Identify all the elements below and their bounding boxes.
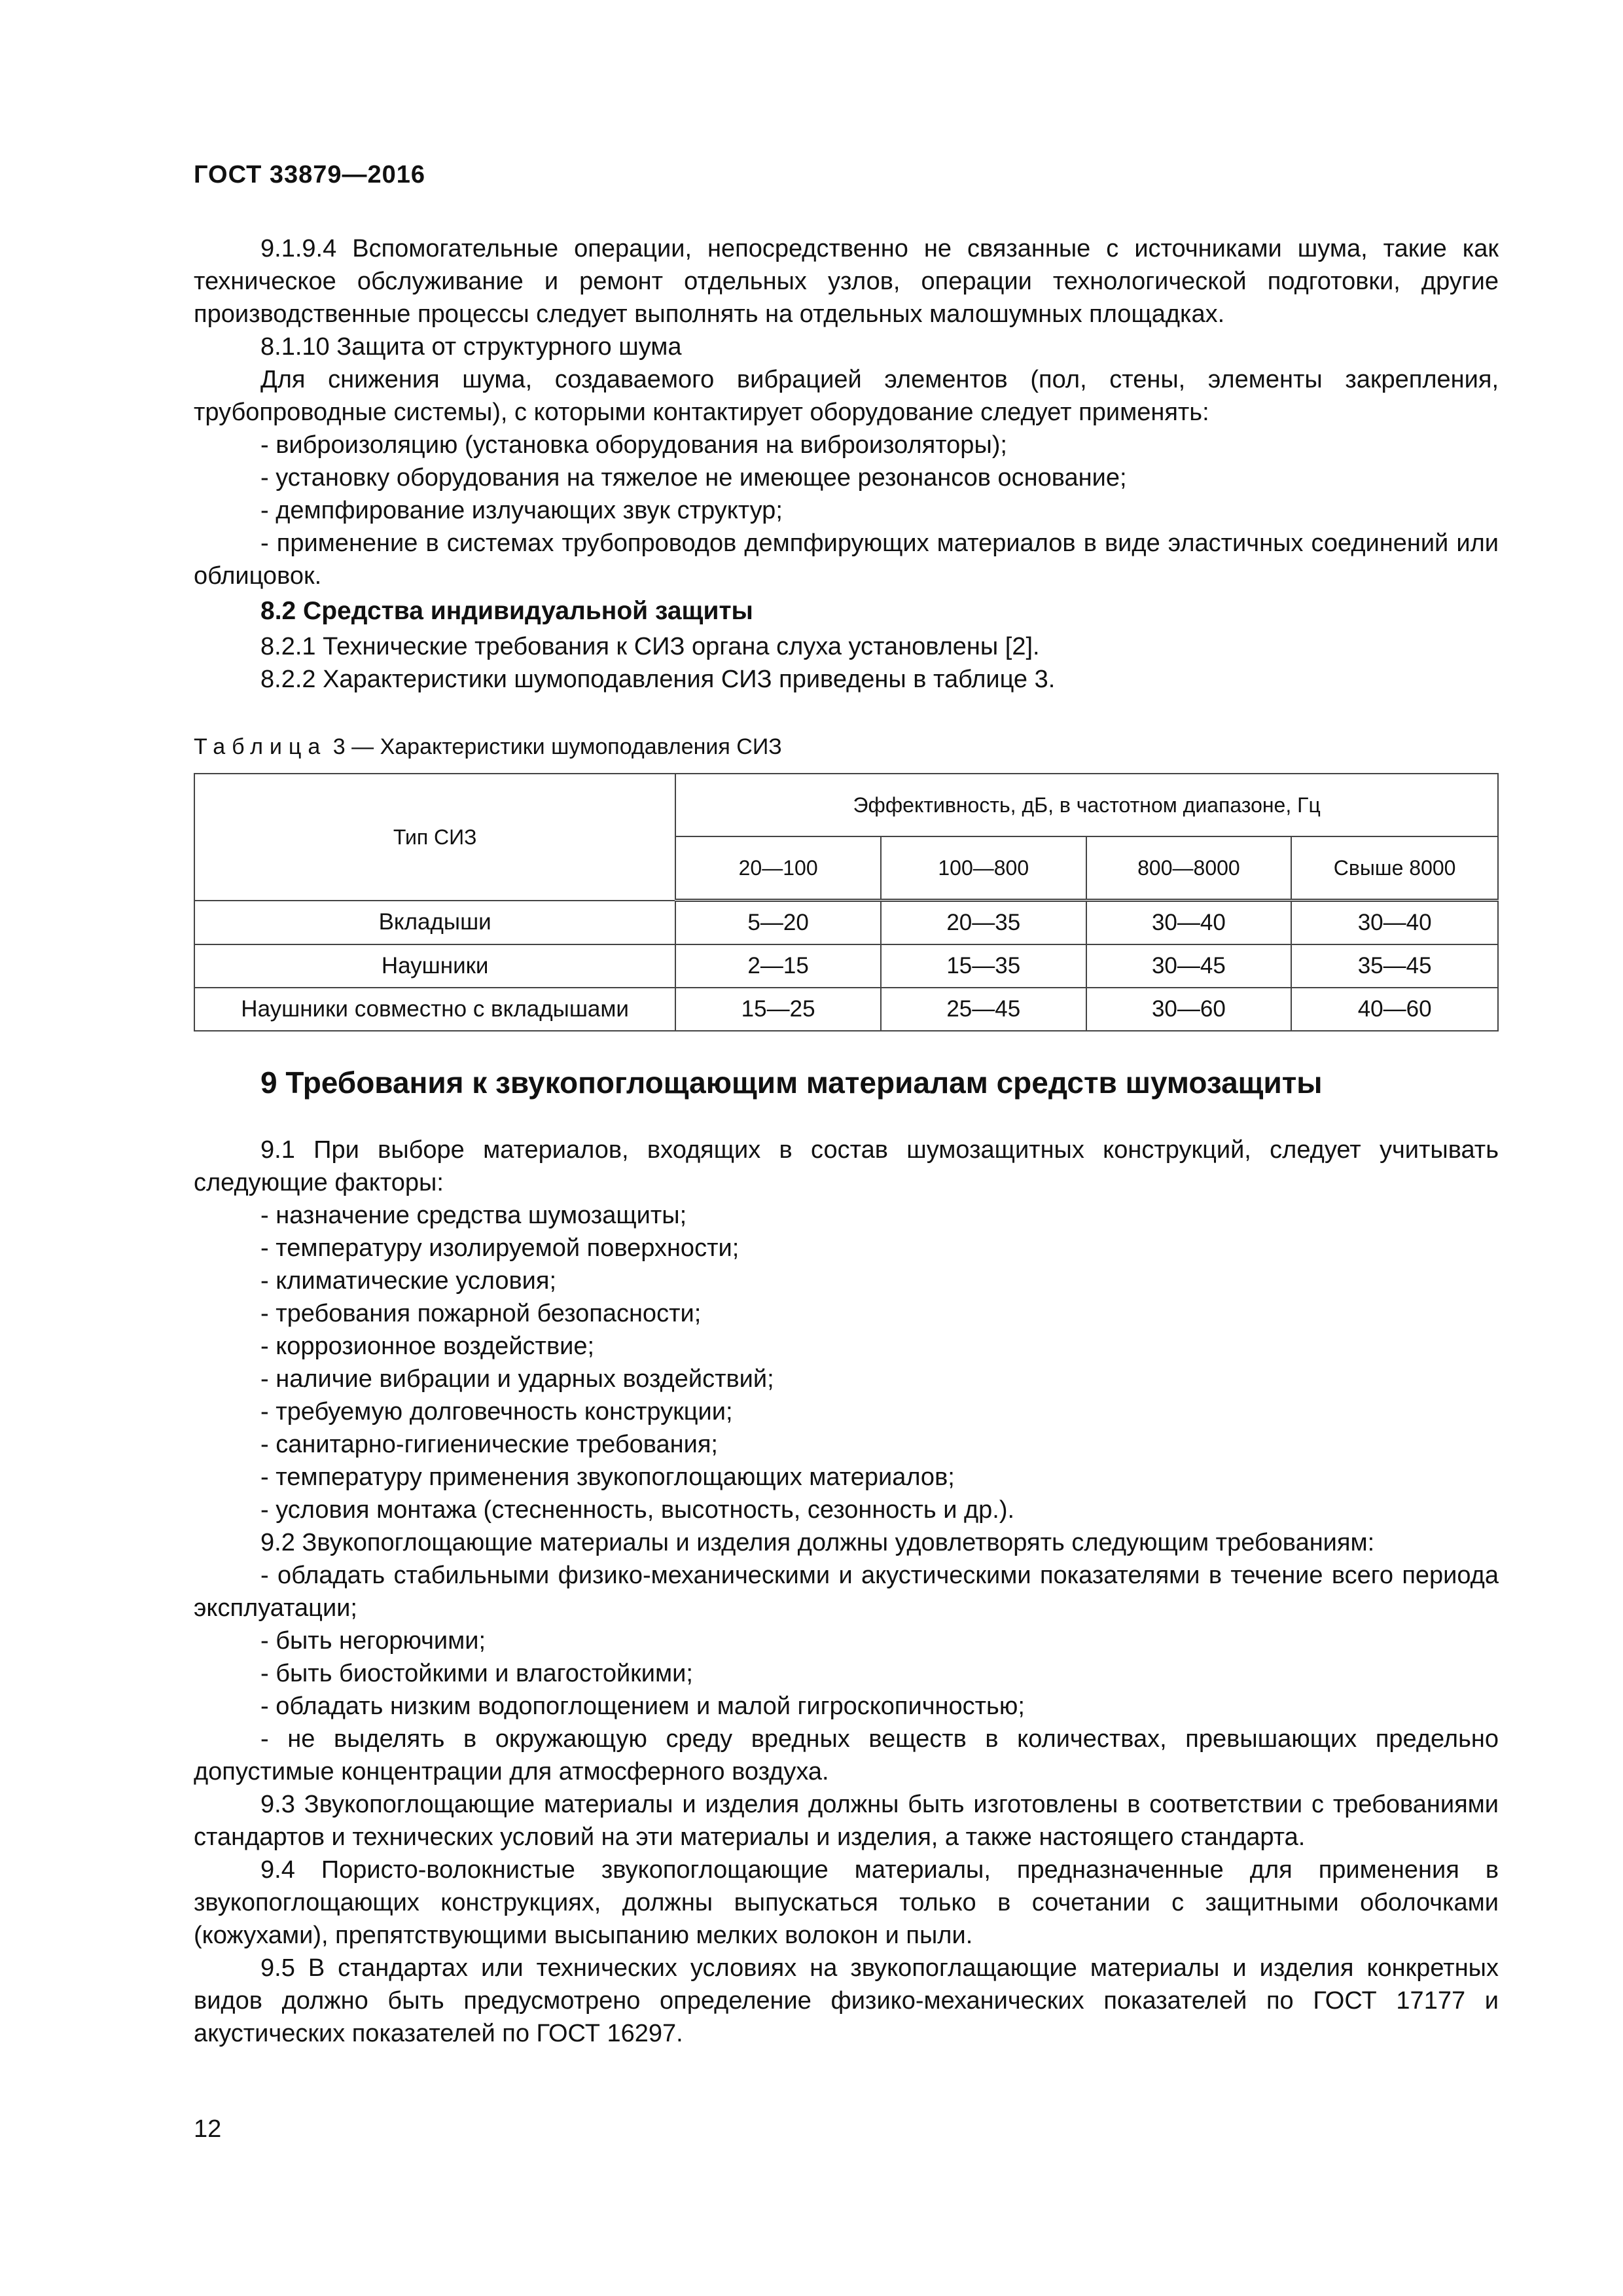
page-content: [194, 232, 1499, 2050]
header-band: 800—8000: [1086, 836, 1292, 901]
list-item: - обладать стабильными физико-механическими и акустическими показателями в течение всего периода эксплуатации;: [194, 1562, 1499, 1622]
table-caption-text: 3 — Характеристики шумоподавления СИЗ: [332, 734, 782, 759]
table-row: [194, 988, 1498, 1031]
list-item: - установку оборудования на тяжелое не имеющее резонансов основание;: [260, 464, 1127, 492]
header-type: Тип СИЗ: [194, 774, 675, 901]
list-item: - требуемую долговечность конструкции;: [260, 1398, 733, 1426]
paragraph-8-2-2: 8.2.2 Характеристики шумоподавления СИЗ приведены в таблице 3.: [260, 666, 1056, 693]
list-item: - требования пожарной безопасности;: [260, 1300, 702, 1327]
list-item: - температуру применения звукопоглощающих материалов;: [260, 1463, 955, 1491]
list-item: - быть биостойкими и влагостойкими;: [260, 1660, 693, 1687]
list-item: - назначение средства шумозащиты;: [260, 1202, 687, 1229]
list-item: - обладать низким водопоглощением и малой гигроскопичностью;: [260, 1693, 1025, 1720]
table-cell: 5—20: [675, 901, 881, 945]
paragraph-9-1: 9.1 При выборе материалов, входящих в состав шумозащитных конструкций, следует учитывать следующие факторы:: [194, 1136, 1499, 1196]
paragraph-9-4: 9.4 Пористо-волокнистые звукопоглощающие материалы, предназначенные для применения в звукопоглощающих конструкциях, должны выпускаться только в сочетании с защитными оболочками (кожухами), препятствующими высыпанию мелких волокон и пыли.: [194, 1856, 1499, 1949]
list-item: - виброизоляцию (установка оборудования на виброизоляторы);: [260, 431, 1007, 459]
row-type: Наушники: [194, 944, 675, 988]
table-cell: 25—45: [881, 988, 1086, 1031]
table-cell: 2—15: [675, 944, 881, 988]
paragraph-8-1-10-text: Для снижения шума, создаваемого вибрацией элементов (пол, стены, элементы закрепления, трубопроводные системы), с которыми контактирует оборудование следует применять:: [194, 366, 1499, 426]
table-cell: 20—35: [881, 901, 1086, 945]
paragraph-9-3: 9.3 Звукопоглощающие материалы и изделия должны быть изготовлены в соответствии с требованиями стандартов и технических условий на эти материалы и изделия, а также настоящего стандарта.: [194, 1791, 1499, 1851]
page-number: 12: [194, 2115, 222, 2143]
list-item: - наличие вибрации и ударных воздействий;: [260, 1365, 774, 1393]
list-item: - демпфирование излучающих звук структур;: [260, 497, 783, 524]
list-item: - не выделять в окружающую среду вредных веществ в количествах, превышающих предельно допустимые концентрации для атмосферного воздуха.: [194, 1725, 1499, 1785]
table-row: [194, 901, 1498, 945]
row-type: Наушники совместно с вкладышами: [194, 988, 675, 1031]
list-item: - санитарно-гигиенические требования;: [260, 1431, 718, 1458]
table-cell: 30—40: [1086, 901, 1292, 945]
paragraph-8-1-10-title: 8.1.10 Защита от структурного шума: [260, 333, 682, 361]
paragraph-8-2-1: 8.2.1 Технические требования к СИЗ органа слуха установлены [2].: [260, 633, 1040, 660]
table-cell: 15—25: [675, 988, 881, 1031]
noise-reduction-table: [194, 773, 1499, 1031]
header-band: Свыше 8000: [1291, 836, 1498, 901]
section-title-9: 9 Требования к звукопоглощающим материалам средств шумозащиты: [260, 1066, 1323, 1100]
table-cell: 30—45: [1086, 944, 1292, 988]
table-row: [194, 944, 1498, 988]
header-band: 20—100: [675, 836, 881, 901]
list-item: - применение в системах трубопроводов демпфирующих материалов в виде эластичных соединений или облицовок.: [194, 529, 1499, 590]
table-caption-word: Таблица: [194, 734, 327, 759]
header-band: 100—800: [881, 836, 1086, 901]
table-caption: [194, 732, 1499, 761]
table-cell: 15—35: [881, 944, 1086, 988]
list-item: - условия монтажа (стесненность, высотность, сезонность и др.).: [260, 1496, 1015, 1524]
list-item: - температуру изолируемой поверхности;: [260, 1234, 740, 1262]
paragraph-9-1-9-4: 9.1.9.4 Вспомогательные операции, непосредственно не связанные с источниками шума, такие как техническое обслуживание и ремонт отдельных узлов, операции технологической подготовки, другие производственные процессы следует выполнять на отдельных малошумных площадках.: [194, 235, 1499, 328]
subsection-title-8-2: 8.2 Средства индивидуальной защиты: [260, 597, 753, 625]
paragraph-9-5: 9.5 В стандартах или технических условиях на звукопоглащающие материалы и изделия конкретных видов должно быть предусмотрено определение физико-механических показателей по ГОСТ 17177 и акустических показателей по ГОСТ 16297.: [194, 1954, 1499, 2047]
table-cell: 30—40: [1291, 901, 1498, 945]
table-cell: 35—45: [1291, 944, 1498, 988]
list-item: - коррозионное воздействие;: [260, 1333, 595, 1360]
list-item: - быть негорючими;: [260, 1627, 486, 1655]
table-cell: 30—60: [1086, 988, 1292, 1031]
header-efficiency: Эффективность, дБ, в частотном диапазоне, Гц: [675, 774, 1498, 836]
paragraph-9-2: 9.2 Звукопоглощающие материалы и изделия должны удовлетворять следующим требованиям:: [260, 1529, 1375, 1556]
list-item: - климатические условия;: [260, 1267, 557, 1295]
table-cell: 40—60: [1291, 988, 1498, 1031]
document-header: ГОСТ 33879—2016: [194, 161, 426, 188]
table-header-row: [194, 774, 1498, 836]
row-type: Вкладыши: [194, 901, 675, 945]
